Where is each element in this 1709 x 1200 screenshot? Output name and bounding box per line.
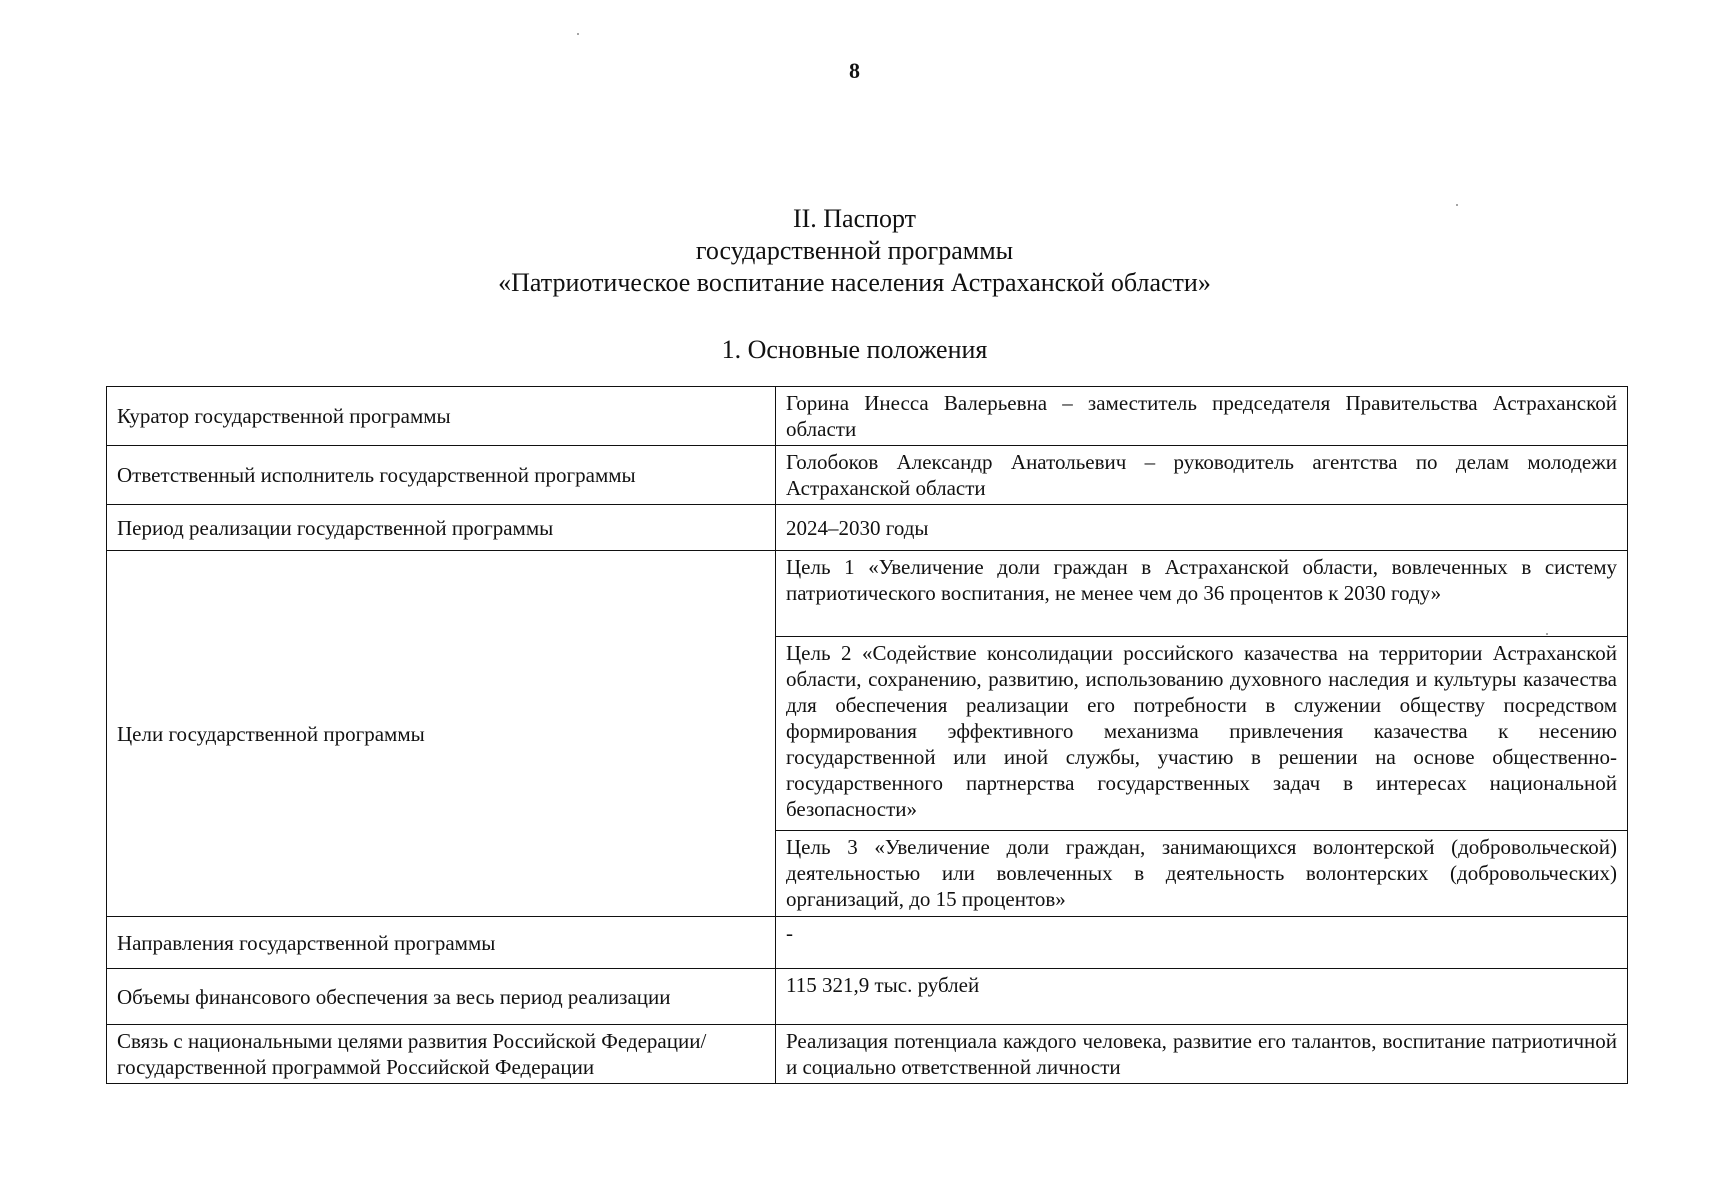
row-label-funding: Объемы финансового обеспечения за весь период реализации [107,969,776,1025]
row-value-curator: Горина Инесса Валерьевна – заместитель председателя Правительства Астраханской области [776,387,1628,446]
row-label-national-goals: Связь с национальными целями развития Российской Федерации/ государственной программой Российской Федерации [107,1025,776,1084]
goal-2: Цель 2 «Содействие консолидации российского казачества на территории Астраханской области, сохранению, развитию, использованию духовного наследия и культуры казачества для обеспечения реализации его потребности в служении обществу посредством формирования эффективного механизма привлечения казачества к несению государственной или иной службы, участию в решении на основе общественно-государственного партнерства государственных задач в интересах национальной безопасности» [776,637,1628,831]
table-row [107,505,1628,551]
row-value-directions: - [776,917,1628,969]
row-label-curator: Куратор государственной программы [107,387,776,446]
table-row [107,969,1628,1025]
table-row [107,387,1628,446]
scan-speck [1456,204,1458,206]
row-value-executor: Голобоков Александр Анатольевич – руководитель агентства по делам молодежи Астраханской области [776,446,1628,505]
heading-line-2: государственной программы [695,236,1014,265]
scan-speck [577,33,579,35]
row-label-executor: Ответственный исполнитель государственной программы [107,446,776,505]
row-value-period: 2024–2030 годы [776,505,1628,551]
row-value-national-goals: Реализация потенциала каждого человека, развитие его талантов, воспитание патриотичной и социально ответственной личности [776,1025,1628,1084]
table-row [107,551,1628,637]
document-heading [0,203,1709,299]
heading-line-3: «Патриотическое воспитание населения Астраханской области» [498,268,1211,297]
row-label-directions: Направления государственной программы [107,917,776,969]
program-passport-table [106,386,1628,1084]
row-value-funding: 115 321,9 тыс. рублей [776,969,1628,1025]
row-label-goals: Цели государственной программы [107,551,776,917]
scan-speck [1546,633,1548,635]
table-row [107,446,1628,505]
row-label-period: Период реализации государственной программы [107,505,776,551]
section-title: 1. Основные положения [721,335,988,364]
table-row [107,1025,1628,1084]
goal-1: Цель 1 «Увеличение доли граждан в Астраханской области, вовлеченных в систему патриотического воспитания, не менее чем до 36 процентов к 2030 году» [776,551,1628,637]
page-number: 8 [849,58,860,83]
heading-line-1: II. Паспорт [792,204,917,233]
goal-3: Цель 3 «Увеличение доли граждан, занимающихся волонтерской (добровольческой) деятельностью или вовлеченных в деятельность волонтерских (добровольческих) организаций, до 15 процентов» [776,831,1628,917]
table-row [107,917,1628,969]
